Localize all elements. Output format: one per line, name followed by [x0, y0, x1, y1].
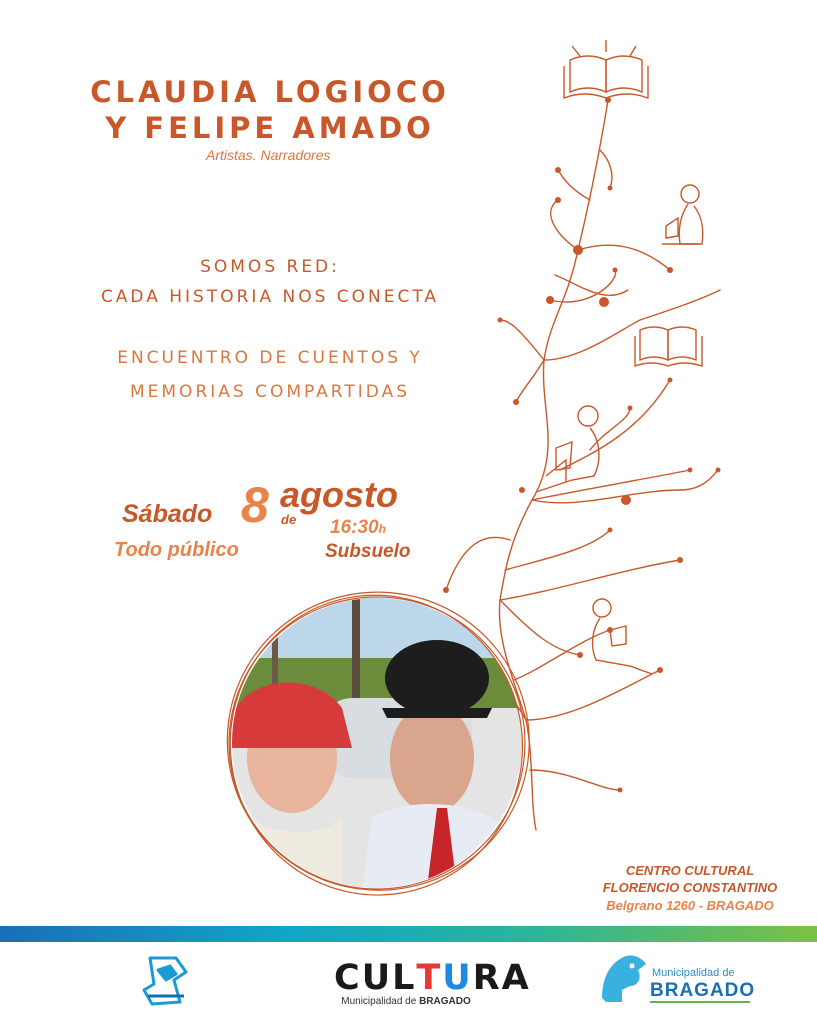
cultura-letter: U [442, 958, 473, 998]
horse-logo-icon [136, 950, 196, 1012]
open-book-icon [635, 327, 702, 366]
event-title-line1: ENCUENTRO DE CUENTOS Y [117, 348, 423, 368]
cultura-letter: C [334, 958, 362, 998]
cultura-letter: U [361, 958, 393, 998]
weekday: Sábado [122, 500, 213, 528]
tagline-line2: CADA HISTORIA NOS CONECTA [100, 287, 440, 307]
cultura-sub-bold: BRAGADO [419, 996, 471, 1007]
cultura-sub-prefix: Municipalidad de [341, 996, 420, 1007]
cultura-letter: A [501, 958, 531, 998]
footer-color-band [0, 926, 817, 942]
month: agosto [280, 474, 399, 515]
cultura-letter: R [472, 958, 502, 998]
municipality-name: BRAGADO [650, 980, 756, 1001]
reader-icon [593, 599, 652, 674]
day-number: 8 [241, 477, 269, 533]
event-title-line2: MEMORIAS COMPARTIDAS [129, 382, 410, 402]
event-room: Subsuelo [325, 541, 411, 562]
tagline-line1: SOMOS RED: [200, 257, 340, 277]
cultura-letter: T [416, 958, 443, 998]
cultura-letter: L [392, 958, 417, 998]
time-value: 16:30 [330, 517, 379, 538]
venue-name-line1: CENTRO CULTURAL [625, 863, 755, 878]
photo-frame-ring [222, 588, 532, 898]
reader-icon [536, 406, 599, 492]
date-preposition: de [281, 512, 297, 527]
venue-address: Belgrano 1260 - BRAGADO [606, 898, 774, 913]
performer-names-line2: Y FELIPE AMADO [105, 111, 435, 145]
municipality-underline [650, 1001, 750, 1003]
horse-head-icon [592, 948, 652, 1008]
cultura-subtitle [335, 996, 477, 1007]
performer-names-line1: CLAUDIA LOGIOCO [90, 75, 450, 109]
cultura-logo [334, 960, 531, 996]
municipality-label: Municipalidad de [652, 967, 735, 979]
event-time [330, 517, 386, 539]
time-suffix: h [378, 522, 386, 536]
performer-role: Artistas. Narradores [206, 147, 331, 163]
venue-name-line2: FLORENCIO CONSTANTINO [602, 880, 778, 895]
audience: Todo público [114, 539, 239, 561]
open-book-icon [564, 40, 648, 98]
reader-icon [662, 185, 703, 244]
